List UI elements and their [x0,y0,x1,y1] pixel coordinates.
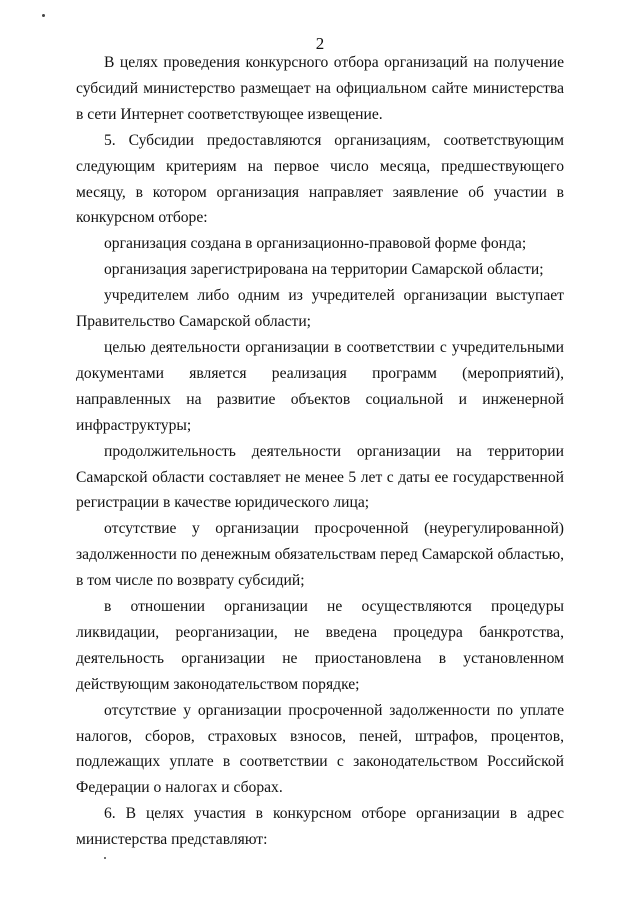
criterion-no-debt: отсутствие у организации просроченной (неурегулированной) задолженности по денежным обязательствам перед Самарской областью, в том числе по возврату субсидий; [76,520,564,590]
scan-speck [104,857,106,859]
paragraph-intro: В целях проведения конкурсного отбора организаций на получение субсидий министерство размещает на официальном сайте министерства в сети Интернет соответствующее извещение. [76,54,564,123]
criterion-founder: учредителем либо одним из учредителей организации выступает Правительство Самарской области; [76,287,564,331]
criterion-no-tax-debt: отсутствие у организации просроченной задолженности по уплате налогов, сборов, страховых взносов, пеней, штрафов, процентов, подлежащих уплате в соответствии с законодательством Российской Федерации о налогах и сборах. [76,701,564,797]
criterion-no-liquidation: в отношении организации не осуществляются процедуры ликвидации, реорганизации, не введена процедура банкротства, деятельность организации не приостановлена в установленном действующим законодательством порядке; [76,598,564,693]
criterion-duration: продолжительность деятельности организации на территории Самарской области составляет не менее 5 лет с даты ее государственной регистрации в качестве юридического лица; [76,442,564,512]
document-body [76,50,564,853]
criterion-fund-form: организация создана в организационно-правовой форме фонда; [104,235,527,253]
paragraph-clause-5: 5. Субсидии предоставляются организациям, соответствующим следующим критериям на первое число месяца, предшествующего месяцу, в котором организация направляет заявление об участии в конкурсном отборе: [76,131,564,227]
scan-speck [42,14,45,17]
page-number: 2 [315,34,325,53]
criterion-purpose: целью деятельности организации в соответствии с учредительными документами является реализация программ (мероприятий), направленных на развитие объектов социальной и инженерной инфраструктуры; [76,338,564,434]
criterion-registration: организация зарегистрирована на территории Самарской области; [104,261,544,279]
paragraph-clause-6: 6. В целях участия в конкурсном отборе организации в адрес министерства представляют: [76,805,564,849]
